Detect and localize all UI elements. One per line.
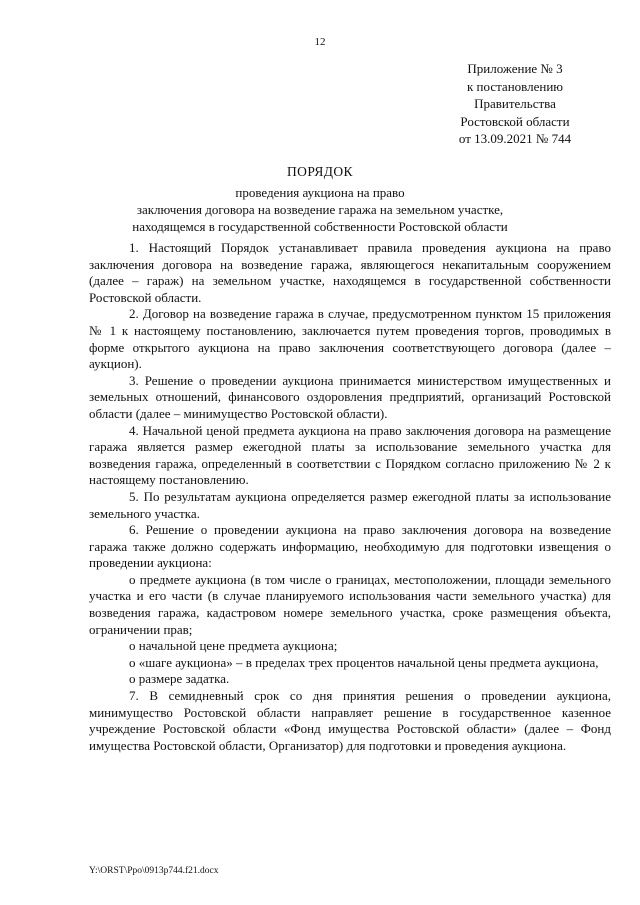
appendix-line: от 13.09.2021 № 744 <box>458 131 572 146</box>
file-path-footer: Y:\ORST\Ppo\0913p744.f21.docx <box>89 866 219 876</box>
paragraph: 3. Решение о проведении аукциона принимается министерством имущественных и земельных отношений, финансового оздоровления предприятий, организаций Ростовской области (далее – минимущество Ростовской области). <box>89 372 611 421</box>
paragraph: 2. Договор на возведение гаража в случае, предусмотренном пунктом 15 приложения № 1 к настоящему постановлению, заключается путем проведения торгов, проводимых в форме открытого аукциона на право заключения соответствующего договора (далее – аукцион). <box>89 306 611 372</box>
subtitle-line: заключения договора на возведение гаража на земельном участке, <box>136 202 504 217</box>
subtitle-line: проведения аукциона на право <box>235 185 405 200</box>
paragraph: о «шаге аукциона» – в пределах трех процентов начальной цены предмета аукциона, <box>129 654 599 670</box>
paragraph: 4. Начальной ценой предмета аукциона на право заключения договора на размещение гаража является размер ежегодной платы за использование земельного участка для возведения гаража, определенный в соответствии с Порядком согласно приложению № 2 к настоящему постановлению. <box>89 422 611 488</box>
document-body <box>89 240 611 754</box>
paragraph: 5. По результатам аукциона определяется размер ежегодной платы за использование земельного участка. <box>89 488 611 521</box>
appendix-line: к постановлению <box>466 78 564 94</box>
document-title: ПОРЯДОК <box>287 164 353 179</box>
page-number: 12 <box>314 36 326 48</box>
paragraph: о начальной цене предмета аукциона; <box>129 638 338 654</box>
paragraph: о предмете аукциона (в том числе о границах, местоположении, площади земельного участка и его части (в случае планируемого использования части земельного участка) для возведения гаража, кадастровом номере земельного участка, сроке размещения объекта, ограничении прав; <box>89 571 611 637</box>
paragraph: о размере задатка. <box>129 671 230 687</box>
paragraph: 7. В семидневный срок со дня принятия решения о проведении аукциона, минимущество Ростовской области направляет решение в государственное казенное учреждение Ростовской области «Фонд имущества Ростовской области» (далее – Фонд имущества Ростовской области, Организатор) для подготовки и проведения аукциона. <box>89 688 611 753</box>
appendix-line: Правительства <box>474 96 556 111</box>
subtitle-line: находящемся в государственной собственности Ростовской области <box>132 219 508 234</box>
appendix-block <box>430 60 600 148</box>
paragraph: 6. Решение о проведении аукциона на право заключения договора на возведение гаража также должно содержать информацию, необходимую для подготовки извещения о проведении аукциона: <box>89 522 611 571</box>
appendix-line: Ростовской области <box>460 113 570 129</box>
document-subtitle <box>60 184 580 235</box>
paragraph: 1. Настоящий Порядок устанавливает правила проведения аукциона на право заключения договора на возведение гаража, являющегося некапитальным сооружением (далее – гараж) на земельном участке, находящемся в государственной собственности Ростовской области. <box>89 240 611 305</box>
appendix-line: Приложение № 3 <box>467 61 563 76</box>
